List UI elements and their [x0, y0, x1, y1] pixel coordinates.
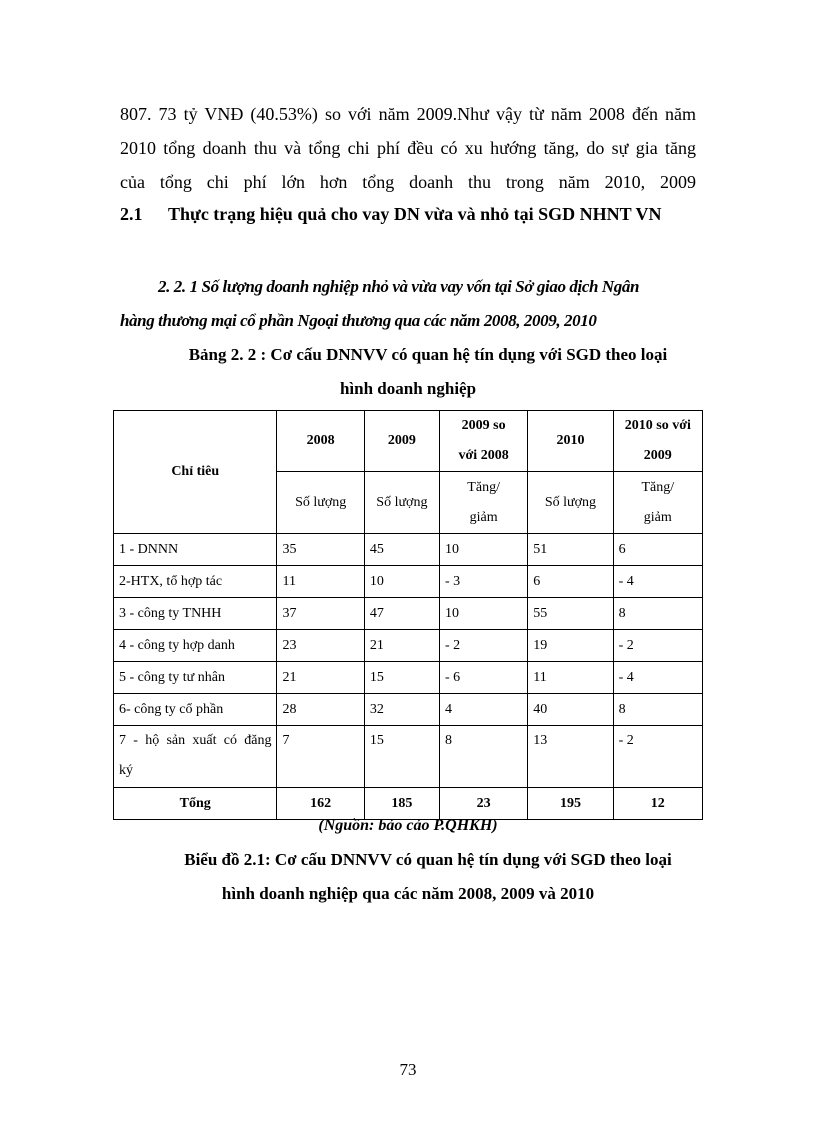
- cell-change-2010: 8: [613, 598, 702, 630]
- page-number: 73: [399, 1060, 417, 1079]
- cell-change-2010: - 2: [613, 726, 702, 788]
- table-row: [114, 694, 703, 726]
- table-caption: [120, 338, 696, 406]
- table-caption-line-1: Bảng 2. 2 : Cơ cấu DNNVV có quan hệ tín dụng với SGD theo loại: [188, 345, 668, 364]
- header-2010: 2010: [528, 411, 613, 472]
- section-title: Thực trạng hiệu quả cho vay DN vừa và nhỏ tại SGD NHNT VN: [168, 204, 662, 224]
- paragraph-line-3: của tổng chi phí lớn hơn tổng doanh thu trong năm 2010, 2009: [120, 172, 696, 192]
- cell-change-2009: - 3: [439, 566, 527, 598]
- table-total-row: [114, 788, 703, 820]
- cell-change-2009: 4: [439, 694, 527, 726]
- source-note: (Nguồn: báo cáo P.QHKH): [318, 817, 498, 834]
- cell-change-2010: - 2: [613, 630, 702, 662]
- subheader-count-2010: Số lượng: [528, 472, 613, 534]
- body-paragraph: [120, 97, 696, 199]
- subheader-delta-2010-line-1: Tăng/: [641, 479, 675, 495]
- cell-2008: 21: [277, 662, 364, 694]
- subsection-heading-line-1: 2. 2. 1 Số lượng doanh nghiệp nhỏ và vừa vay vốn tại Sở giao dịch Ngân: [158, 277, 640, 296]
- chart-caption: [120, 843, 696, 911]
- row-label: 1 - DNNN: [114, 534, 277, 566]
- header-2010-vs-2009-line-1: 2010 so với: [624, 418, 691, 433]
- cell-change-2010: - 4: [613, 566, 702, 598]
- total-2009: 185: [364, 788, 439, 820]
- chart-caption-line-1: Biểu đồ 2.1: Cơ cấu DNNVV có quan hệ tín dụng với SGD theo loại: [184, 850, 672, 869]
- subheader-delta-2009-line-2: giảm: [469, 509, 498, 525]
- cell-2009: 10: [364, 566, 439, 598]
- cell-2010: 40: [528, 694, 613, 726]
- cell-2010: 11: [528, 662, 613, 694]
- cell-change-2009: - 6: [439, 662, 527, 694]
- paragraph-line-1: 807. 73 tỷ VNĐ (40.53%) so với năm 2009.Như vậy từ năm 2008 đến năm: [120, 104, 696, 124]
- subsection-heading-line-2: hàng thương mại cổ phần Ngoại thương qua các năm 2008, 2009, 2010: [120, 311, 597, 330]
- chart-caption-line-2: hình doanh nghiệp qua các năm 2008, 2009 và 2010: [221, 884, 595, 903]
- enterprise-structure-table: [113, 410, 703, 820]
- row-label: [114, 726, 277, 788]
- cell-change-2009: 10: [439, 534, 527, 566]
- cell-change-2010: - 4: [613, 662, 702, 694]
- total-change-2010: 12: [613, 788, 702, 820]
- cell-2010: 51: [528, 534, 613, 566]
- cell-change-2009: 10: [439, 598, 527, 630]
- header-2010-vs-2009-line-2: 2009: [643, 448, 672, 463]
- cell-2008: 35: [277, 534, 364, 566]
- total-change-2009: 23: [439, 788, 527, 820]
- total-2010: 195: [528, 788, 613, 820]
- total-label: Tổng: [114, 788, 277, 820]
- cell-2010: 19: [528, 630, 613, 662]
- cell-2008: 37: [277, 598, 364, 630]
- subheader-count-2008: Số lượng: [277, 472, 364, 534]
- section-number: 2.1: [120, 204, 143, 224]
- cell-2009: 21: [364, 630, 439, 662]
- cell-2010: 55: [528, 598, 613, 630]
- row-label: 3 - công ty TNHH: [114, 598, 277, 630]
- header-2010-vs-2009: [613, 411, 702, 472]
- cell-2008: 23: [277, 630, 364, 662]
- subheader-delta-2009-line-1: Tăng/: [467, 479, 500, 495]
- header-2009-vs-2008-line-1: 2009 so: [461, 418, 506, 433]
- cell-2008: 7: [277, 726, 364, 788]
- table-row: [114, 534, 703, 566]
- cell-change-2010: 8: [613, 694, 702, 726]
- cell-change-2010: 6: [613, 534, 702, 566]
- cell-change-2009: 8: [439, 726, 527, 788]
- paragraph-line-2: 2010 tổng doanh thu và tổng chi phí đều có xu hướng tăng, do sự gia tăng: [120, 138, 696, 158]
- cell-2008: 28: [277, 694, 364, 726]
- cell-2009: 32: [364, 694, 439, 726]
- header-2009-vs-2008: [439, 411, 527, 472]
- header-2009: 2009: [364, 411, 439, 472]
- table-row: [114, 662, 703, 694]
- row-label: 5 - công ty tư nhân: [114, 662, 277, 694]
- subheader-delta-2010-line-2: giảm: [643, 509, 672, 525]
- table-row: [114, 630, 703, 662]
- cell-change-2009: - 2: [439, 630, 527, 662]
- subheader-delta-2009: [439, 472, 527, 534]
- row-label-line-1: 7 - hộ sản xuất có đăng: [119, 733, 272, 748]
- indicator-header: Chỉ tiêu: [114, 411, 277, 534]
- header-2009-vs-2008-line-2: với 2008: [458, 448, 509, 463]
- subheader-delta-2010: [613, 472, 702, 534]
- total-2008: 162: [277, 788, 364, 820]
- subsection-heading: [120, 270, 696, 338]
- cell-2009: 15: [364, 726, 439, 788]
- row-label: 2-HTX, tổ hợp tác: [114, 566, 277, 598]
- row-label: 4 - công ty hợp danh: [114, 630, 277, 662]
- table-caption-line-2: hình doanh nghiệp: [339, 379, 477, 398]
- cell-2009: 47: [364, 598, 439, 630]
- section-heading: [120, 204, 696, 225]
- cell-2009: 15: [364, 662, 439, 694]
- table-row: [114, 598, 703, 630]
- cell-2008: 11: [277, 566, 364, 598]
- cell-2010: 13: [528, 726, 613, 788]
- table-row: [114, 566, 703, 598]
- cell-2009: 45: [364, 534, 439, 566]
- table-header-row: [114, 411, 703, 472]
- cell-2010: 6: [528, 566, 613, 598]
- row-label-line-2: ký: [119, 763, 133, 778]
- subheader-count-2009: Số lượng: [364, 472, 439, 534]
- row-label: 6- công ty cổ phần: [114, 694, 277, 726]
- header-2008: 2008: [277, 411, 364, 472]
- table-row: [114, 726, 703, 788]
